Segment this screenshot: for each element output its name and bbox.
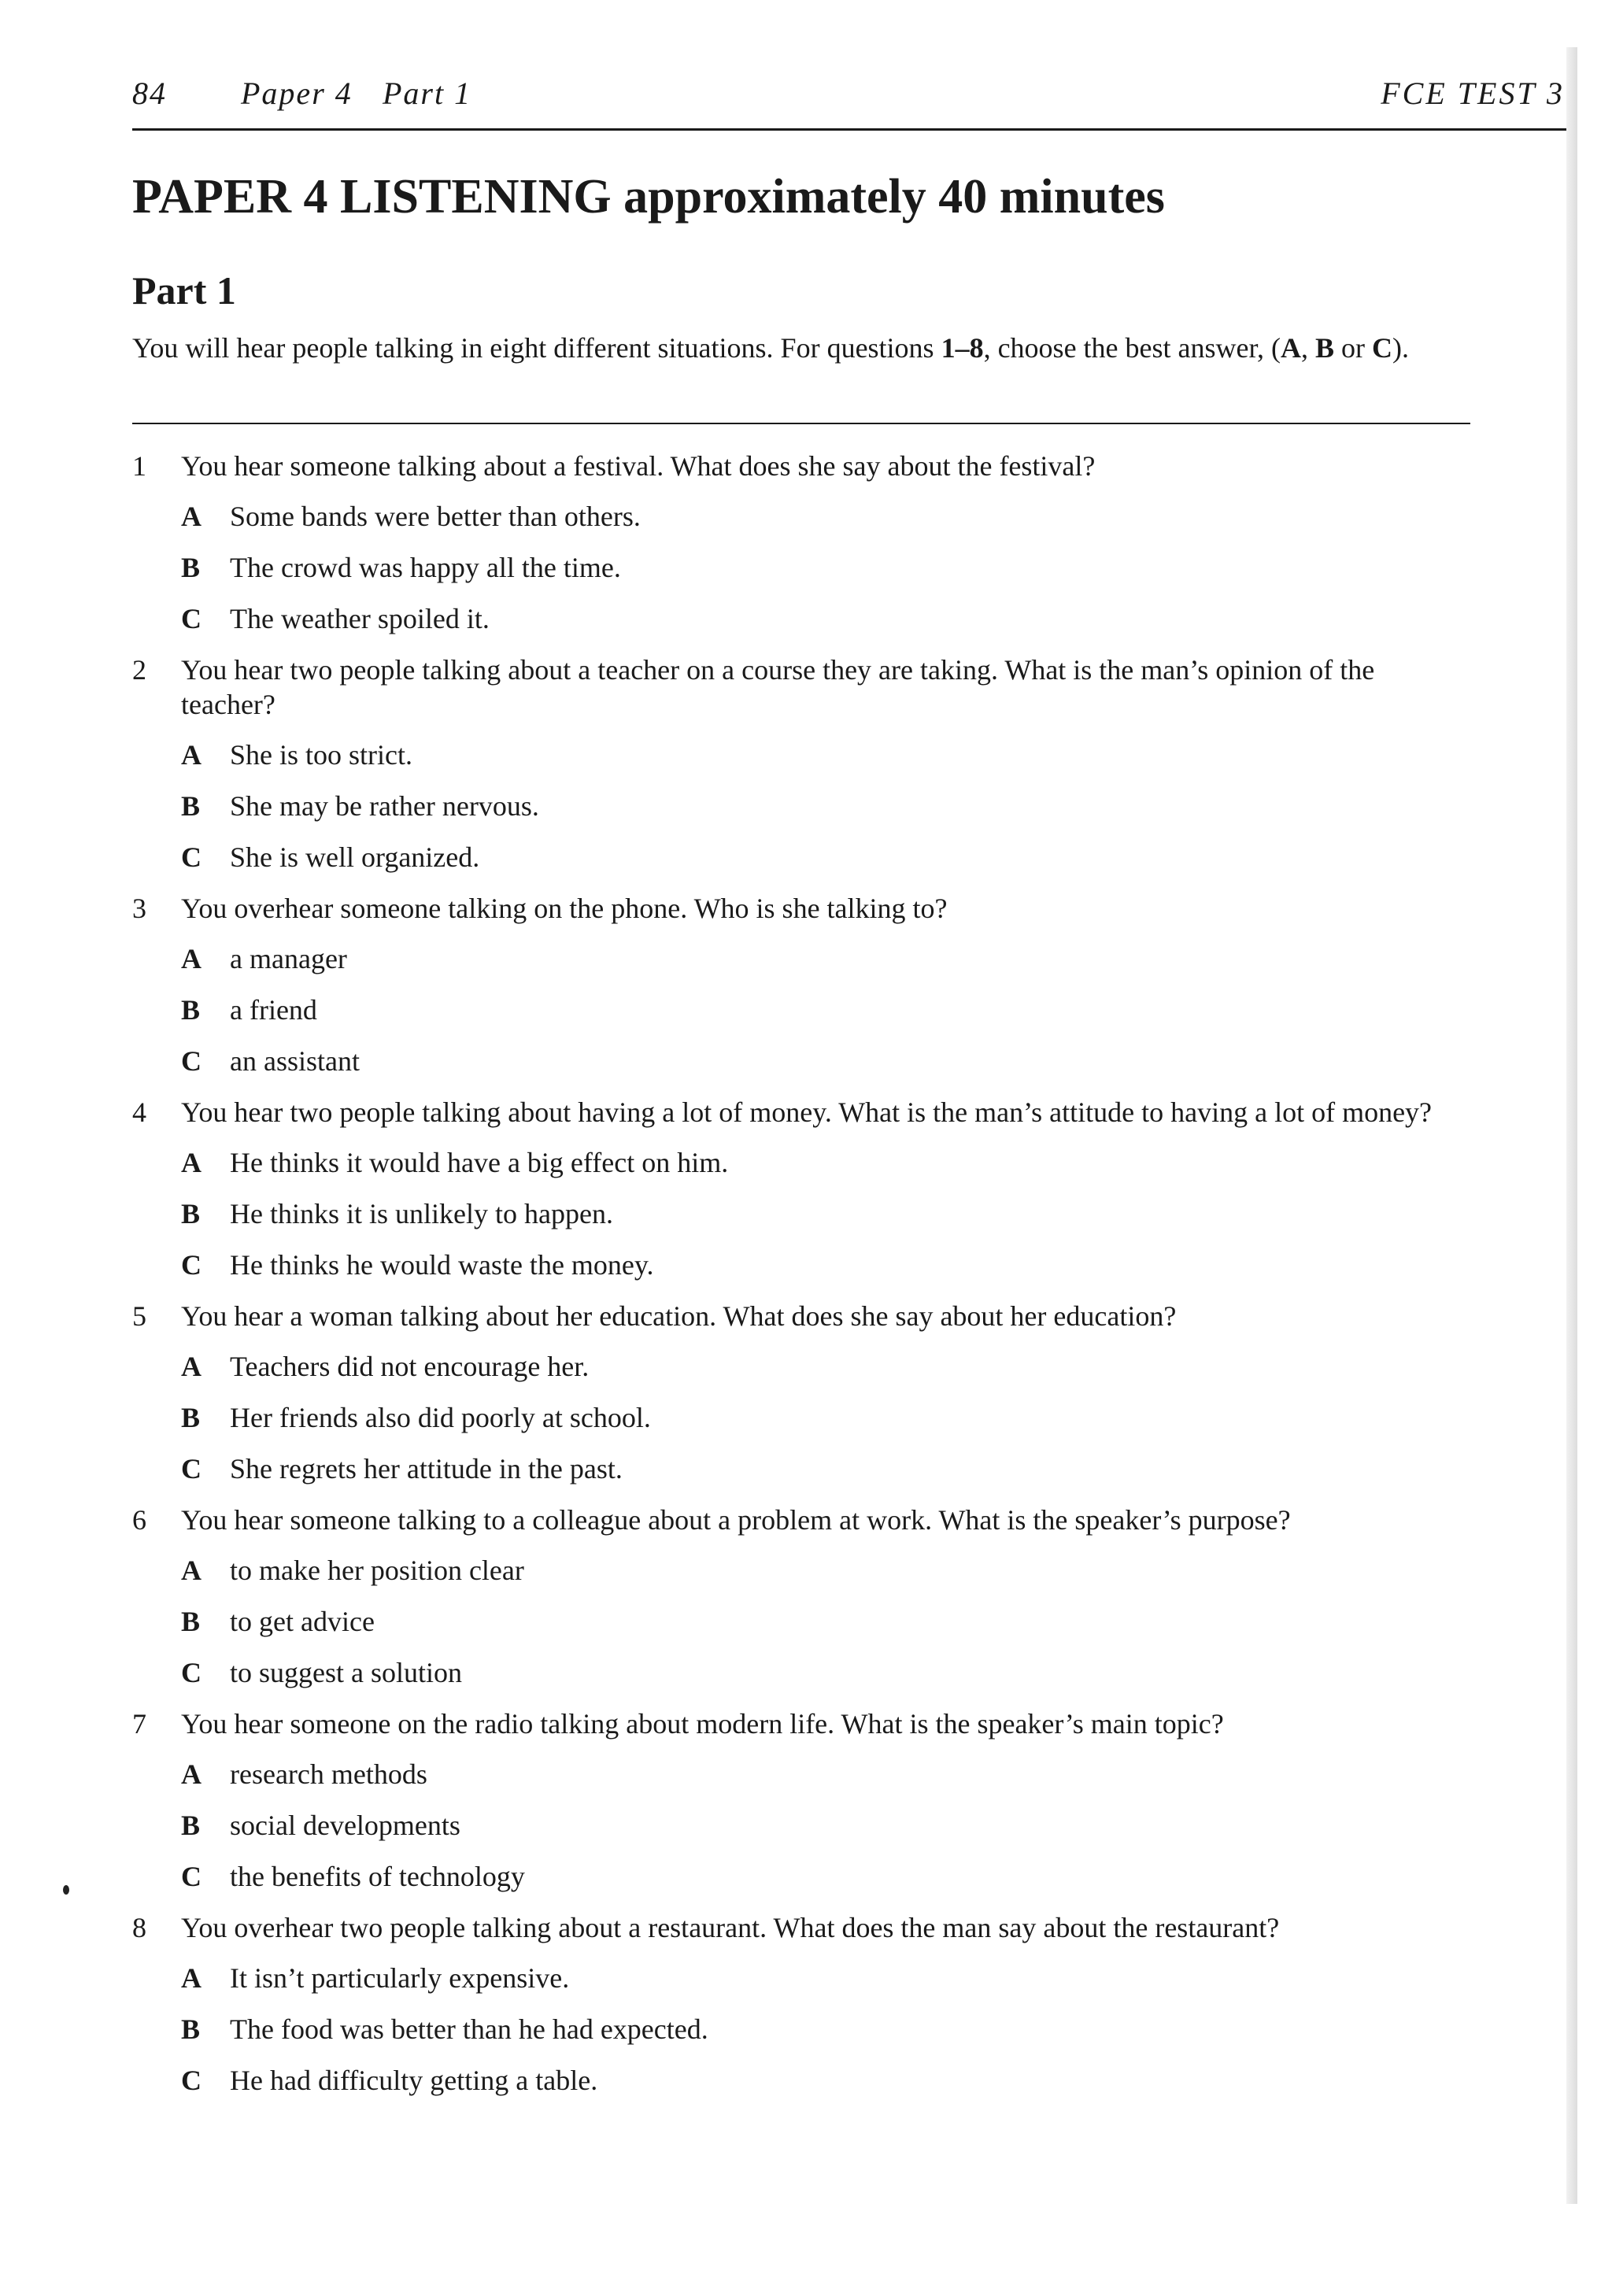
instructions-option-b: B	[1315, 332, 1335, 364]
question-text: You overhear someone talking on the phone. Who is she talking to?	[181, 893, 948, 924]
instructions-option-a: A	[1281, 332, 1302, 364]
question-4	[132, 1095, 1470, 1282]
option-label: B	[181, 994, 201, 1026]
question-number: 5	[132, 1300, 146, 1332]
option-text: a friend	[230, 994, 317, 1026]
option-label: A	[181, 1351, 202, 1382]
option-c[interactable]	[181, 1248, 1470, 1282]
option-text: to get advice	[230, 1606, 375, 1637]
instructions-text: ).	[1392, 332, 1410, 364]
instructions-text: , choose the best answer, (	[983, 332, 1281, 364]
question-6	[132, 1503, 1470, 1690]
question-8	[132, 1910, 1470, 2098]
question-7	[132, 1706, 1470, 1894]
option-text: research methods	[230, 1758, 427, 1790]
header-divider	[132, 128, 1566, 131]
instructions-range: 1–8	[941, 332, 984, 364]
question-number: 7	[132, 1708, 146, 1740]
instructions-option-c: C	[1372, 332, 1393, 364]
instructions	[132, 331, 1470, 365]
option-label: A	[181, 1147, 202, 1178]
instructions-text: You will hear people talking in eight different situations. For questions	[132, 332, 941, 364]
header-test-name: FCE TEST 3	[1381, 76, 1565, 111]
question-5	[132, 1299, 1470, 1486]
option-label: B	[181, 1606, 201, 1637]
option-label: C	[181, 603, 202, 634]
option-text: He had difficulty getting a table.	[230, 2065, 598, 2096]
option-text: Her friends also did poorly at school.	[230, 1402, 651, 1433]
option-b[interactable]	[181, 550, 1470, 585]
option-label: B	[181, 1402, 201, 1433]
option-label: B	[181, 552, 201, 583]
part-heading: Part 1	[132, 268, 236, 312]
option-text: It isn’t particularly expensive.	[230, 1962, 570, 1994]
question-text: You hear someone talking to a colleague about a problem at work. What is the speaker’s purpose?	[181, 1504, 1291, 1536]
option-a[interactable]	[181, 1961, 1470, 1995]
header-part: Part 1	[383, 76, 472, 111]
question-number: 1	[132, 450, 146, 482]
question-3	[132, 891, 1470, 1078]
question-text: You hear a woman talking about her education. What does she say about her education?	[181, 1300, 1177, 1332]
option-text: Some bands were better than others.	[230, 501, 641, 532]
option-label: C	[181, 2065, 202, 2096]
scan-speck	[63, 1885, 69, 1895]
option-text: the benefits of technology	[230, 1861, 525, 1892]
option-text: to make her position clear	[230, 1555, 524, 1586]
option-label: B	[181, 790, 201, 822]
instructions-text: or	[1334, 332, 1373, 364]
question-number: 4	[132, 1096, 146, 1128]
question-1	[132, 449, 1470, 636]
option-b[interactable]	[181, 993, 1470, 1027]
option-b[interactable]	[181, 2012, 1470, 2046]
option-b[interactable]	[181, 1196, 1470, 1231]
option-text: He thinks it is unlikely to happen.	[230, 1198, 613, 1229]
question-text: You hear someone talking about a festival. What does she say about the festival?	[181, 450, 1096, 482]
page-edge-shadow	[1566, 47, 1577, 2204]
question-number: 2	[132, 654, 146, 686]
option-label: C	[181, 1249, 202, 1281]
question-text: You hear two people talking about having a lot of money. What is the man’s attitude to having a lot of money?	[181, 1096, 1433, 1128]
option-text: The weather spoiled it.	[230, 603, 490, 634]
option-c[interactable]	[181, 1044, 1470, 1078]
option-c[interactable]	[181, 1655, 1470, 1690]
option-label: C	[181, 841, 202, 873]
option-text: social developments	[230, 1810, 460, 1841]
header-paper: Paper 4	[241, 76, 353, 111]
option-label: A	[181, 739, 202, 771]
option-a[interactable]	[181, 1757, 1470, 1791]
option-text: an assistant	[230, 1045, 360, 1077]
option-c[interactable]	[181, 1859, 1470, 1894]
page-title: PAPER 4 LISTENING approximately 40 minutes	[132, 170, 1165, 224]
option-a[interactable]	[181, 941, 1470, 976]
option-label: A	[181, 1758, 202, 1790]
option-c[interactable]	[181, 1451, 1470, 1486]
option-text: She regrets her attitude in the past.	[230, 1453, 623, 1484]
option-text: a manager	[230, 943, 347, 974]
option-c[interactable]	[181, 2063, 1470, 2098]
page-number: 84	[132, 76, 167, 111]
option-b[interactable]	[181, 1400, 1470, 1435]
option-text: to suggest a solution	[230, 1657, 462, 1688]
question-text: You hear two people talking about a teacher on a course they are taking. What is the man’s opinion of the teacher?	[181, 654, 1375, 720]
option-text: He thinks he would waste the money.	[230, 1249, 654, 1281]
option-a[interactable]	[181, 1145, 1470, 1180]
question-2	[132, 653, 1470, 874]
option-label: C	[181, 1657, 202, 1688]
question-number: 6	[132, 1504, 146, 1536]
option-b[interactable]	[181, 1604, 1470, 1639]
option-label: C	[181, 1861, 202, 1892]
running-header	[132, 75, 1565, 122]
option-a[interactable]	[181, 499, 1470, 534]
option-label: B	[181, 1810, 201, 1841]
question-list	[132, 449, 1470, 2114]
option-c[interactable]	[181, 840, 1470, 874]
option-label: A	[181, 943, 202, 974]
option-text: She may be rather nervous.	[230, 790, 539, 822]
option-label: A	[181, 1962, 202, 1994]
option-text: The crowd was happy all the time.	[230, 552, 621, 583]
option-a[interactable]	[181, 1349, 1470, 1384]
option-b[interactable]	[181, 1808, 1470, 1843]
option-label: C	[181, 1453, 202, 1484]
option-label: B	[181, 1198, 201, 1229]
option-text: He thinks it would have a big effect on him.	[230, 1147, 729, 1178]
option-label: B	[181, 2013, 201, 2045]
option-text: Teachers did not encourage her.	[230, 1351, 590, 1382]
option-text: She is well organized.	[230, 841, 480, 873]
question-text: You hear someone on the radio talking about modern life. What is the speaker’s main topic?	[181, 1708, 1224, 1740]
option-a[interactable]	[181, 738, 1470, 772]
instructions-text: ,	[1301, 332, 1316, 364]
option-label: A	[181, 501, 202, 532]
option-label: A	[181, 1555, 202, 1586]
option-label: C	[181, 1045, 202, 1077]
option-b[interactable]	[181, 789, 1470, 823]
question-text: You overhear two people talking about a restaurant. What does the man say about the restaurant?	[181, 1912, 1280, 1943]
question-number: 3	[132, 893, 146, 924]
section-divider	[132, 423, 1470, 424]
option-a[interactable]	[181, 1553, 1470, 1588]
question-number: 8	[132, 1912, 146, 1943]
option-c[interactable]	[181, 601, 1470, 636]
option-text: The food was better than he had expected.	[230, 2013, 708, 2045]
option-text: She is too strict.	[230, 739, 412, 771]
